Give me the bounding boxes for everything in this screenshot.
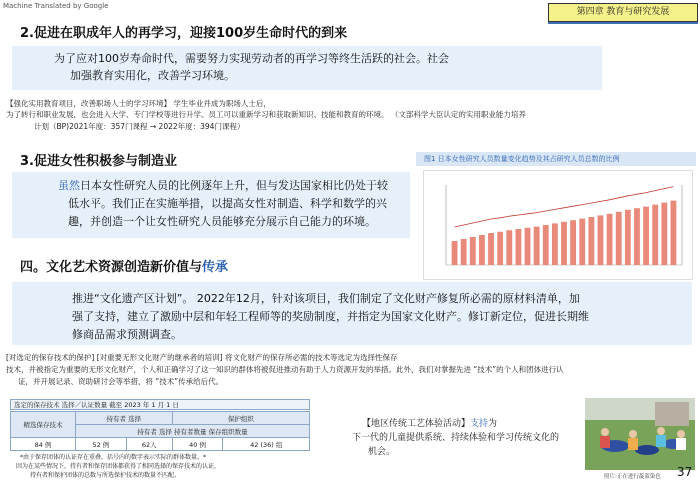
bar-15 — [579, 219, 585, 265]
table-note-3: 持有者和保护团体的总数与所选保护技术的数量不匹配。 — [30, 472, 181, 479]
section-4-note-1: [对选定的保存技术的保护] [对重要无形文化财产的继承者的培训] 将文化财产的保存所必需的技术等选定为选择性保存 — [6, 353, 398, 362]
section-4-line-1: 推进“文化遗产区计划”。 2022年12月，针对该项目，我们制定了文化财产修复所必需的原材料清单，加 — [72, 292, 580, 305]
bar-24 — [661, 203, 667, 265]
bar-8 — [515, 229, 521, 265]
section-3-line-1-rest: 日本女性研究人员的比例逐年上升，但与发达国家相比仍处于较 — [80, 179, 388, 192]
bar-5 — [488, 233, 494, 265]
chapter-label: 第四章 教育与研究发展 — [548, 3, 698, 22]
section-4-title-main: 四。文化艺术资源创造新价值与 — [20, 260, 203, 275]
bar-19 — [616, 212, 622, 265]
indigo-dyeing-photo — [585, 398, 695, 470]
section-4-line-3: 修商品需求预测调查。 — [72, 328, 182, 341]
cell-org-groups: 42 (36) 组 — [223, 438, 310, 451]
header-selected-tech: 精选保存技术 — [11, 412, 76, 438]
bar-4 — [479, 235, 485, 265]
bar-13 — [561, 222, 567, 265]
bar-9 — [525, 228, 531, 265]
bar-22 — [643, 207, 649, 265]
bar-1 — [452, 241, 458, 265]
section-2-line-2: 加强教育实用化，改善学习环境。 — [70, 69, 235, 82]
bar-21 — [634, 208, 640, 265]
bar-6 — [497, 232, 503, 265]
cell-org-count: 40 例 — [172, 438, 223, 451]
page-number: 37 — [677, 465, 693, 479]
header-holder: 持有者 选择 — [76, 412, 173, 425]
photo-caption: 照片:正在进行靛蓝染色 — [604, 474, 661, 480]
bar-25 — [671, 201, 677, 265]
section-2-line-1: 为了应对100岁寿命时代，需要努力实现劳动者的再学习等终生活跃的社会。社会 — [54, 52, 449, 65]
section-4-line-2: 强了支持，建立了激励中层和年轻工程师等的奖励制度，并指定为国家文化财产。修订新定位，促进长期维 — [72, 310, 589, 323]
regional-line-3: 机会。 — [368, 447, 396, 457]
section-4-title-blue: 传承 — [202, 260, 229, 275]
section-2-note-1: 【强化实用教育项目，改善职场人士的学习环境】 学生毕业并成为职场人士后， — [6, 99, 271, 108]
female-researchers-chart — [424, 171, 692, 279]
section-3-line-3: 趣，并创造一个让女性研究人员能够充分展示自己能力的环境。 — [68, 215, 376, 228]
table-note-2: 因为在某些情况下，持有者和保存团体都获得了相同选择的保存技术的认证， — [16, 463, 221, 470]
bar-10 — [534, 227, 540, 265]
ratio-line — [455, 187, 674, 227]
bar-11 — [543, 225, 549, 265]
regional-title: 【地区传统工艺体验活动】 — [362, 419, 471, 429]
bar-7 — [506, 230, 512, 265]
cell-holder-people: 62人 — [126, 438, 172, 451]
header-sub: 持有者 选择 持有者数量 保存组织数量 — [76, 425, 310, 438]
section-3-line-2: 低水平。我们正在实施举措，以提高女性对制造、科学和数学的兴 — [68, 197, 387, 210]
section-4-note-2: 技术，并被指定为重要的无形文化财产，个人和正确学习了这一知识的群体将被促进推动有助于人力资源开发的举措。此外，我们对掌握先进 “技术”的个人和团体进行认 — [6, 365, 564, 374]
cell-selected-count: 84 例 — [11, 438, 76, 451]
regional-line-1-rest: 为 — [488, 419, 498, 429]
chart-title: 图1 日本女性研究人员数量变化趋势及其占研究人员总数的比例 — [416, 152, 696, 166]
section-2-box — [12, 46, 602, 90]
section-2-note-3: 计划（BP)2021年度：357门课程 → 2022年度：394门课程） — [34, 122, 245, 131]
section-4-title — [20, 256, 228, 275]
bar-3 — [470, 237, 476, 265]
chart-container — [423, 170, 693, 280]
section-2-note-2: 为了转行和职业发展，也会进入大学、专门学校等进行升学。员工可以重新学习和获取新知识、技能和教育的环境。 （文部科学大臣认定的实用职业能力培养 — [6, 110, 526, 119]
section-4-box — [12, 282, 692, 345]
section-3-box — [12, 172, 410, 238]
regional-line-1 — [362, 418, 497, 431]
bar-2 — [461, 239, 467, 265]
section-3-line-1 — [58, 178, 388, 194]
section-3-lead: 虽然 — [58, 179, 80, 192]
regional-line-2: 下一代的儿童提供系统、持续体验和学习传统文化的 — [352, 433, 560, 443]
cell-holder-count: 52 例 — [76, 438, 127, 451]
regional-support: 支持 — [470, 419, 489, 429]
bar-23 — [652, 205, 658, 265]
bar-18 — [607, 214, 613, 265]
bar-12 — [552, 223, 558, 265]
bar-20 — [625, 210, 631, 265]
table-note-1: *由于保存团体的认证存在重叠，括号内的数字表示实际的群体数量。* — [20, 454, 207, 461]
preservation-table — [10, 411, 310, 451]
section-2-title: 2.促进在职成年人的再学习，迎接100岁生命时代的到来 — [20, 26, 348, 41]
bar-14 — [570, 220, 576, 265]
bar-16 — [588, 217, 594, 265]
bar-17 — [598, 215, 604, 265]
section-4-note-3: 证，并开展记录、资助研讨会等举措，将 “技术”传承给后代。 — [18, 377, 224, 386]
photo-illustration — [585, 398, 695, 470]
table-caption: 选定的保存技术 选择／认证数量 截至 2023 年 1 月 1 日 — [10, 399, 310, 410]
section-3-title: 3.促进女性积极参与制造业 — [20, 154, 177, 169]
machine-translation-note: Machine Translated by Google — [3, 2, 109, 10]
header-rule — [548, 22, 698, 24]
header-org: 保护组织 — [172, 412, 309, 425]
